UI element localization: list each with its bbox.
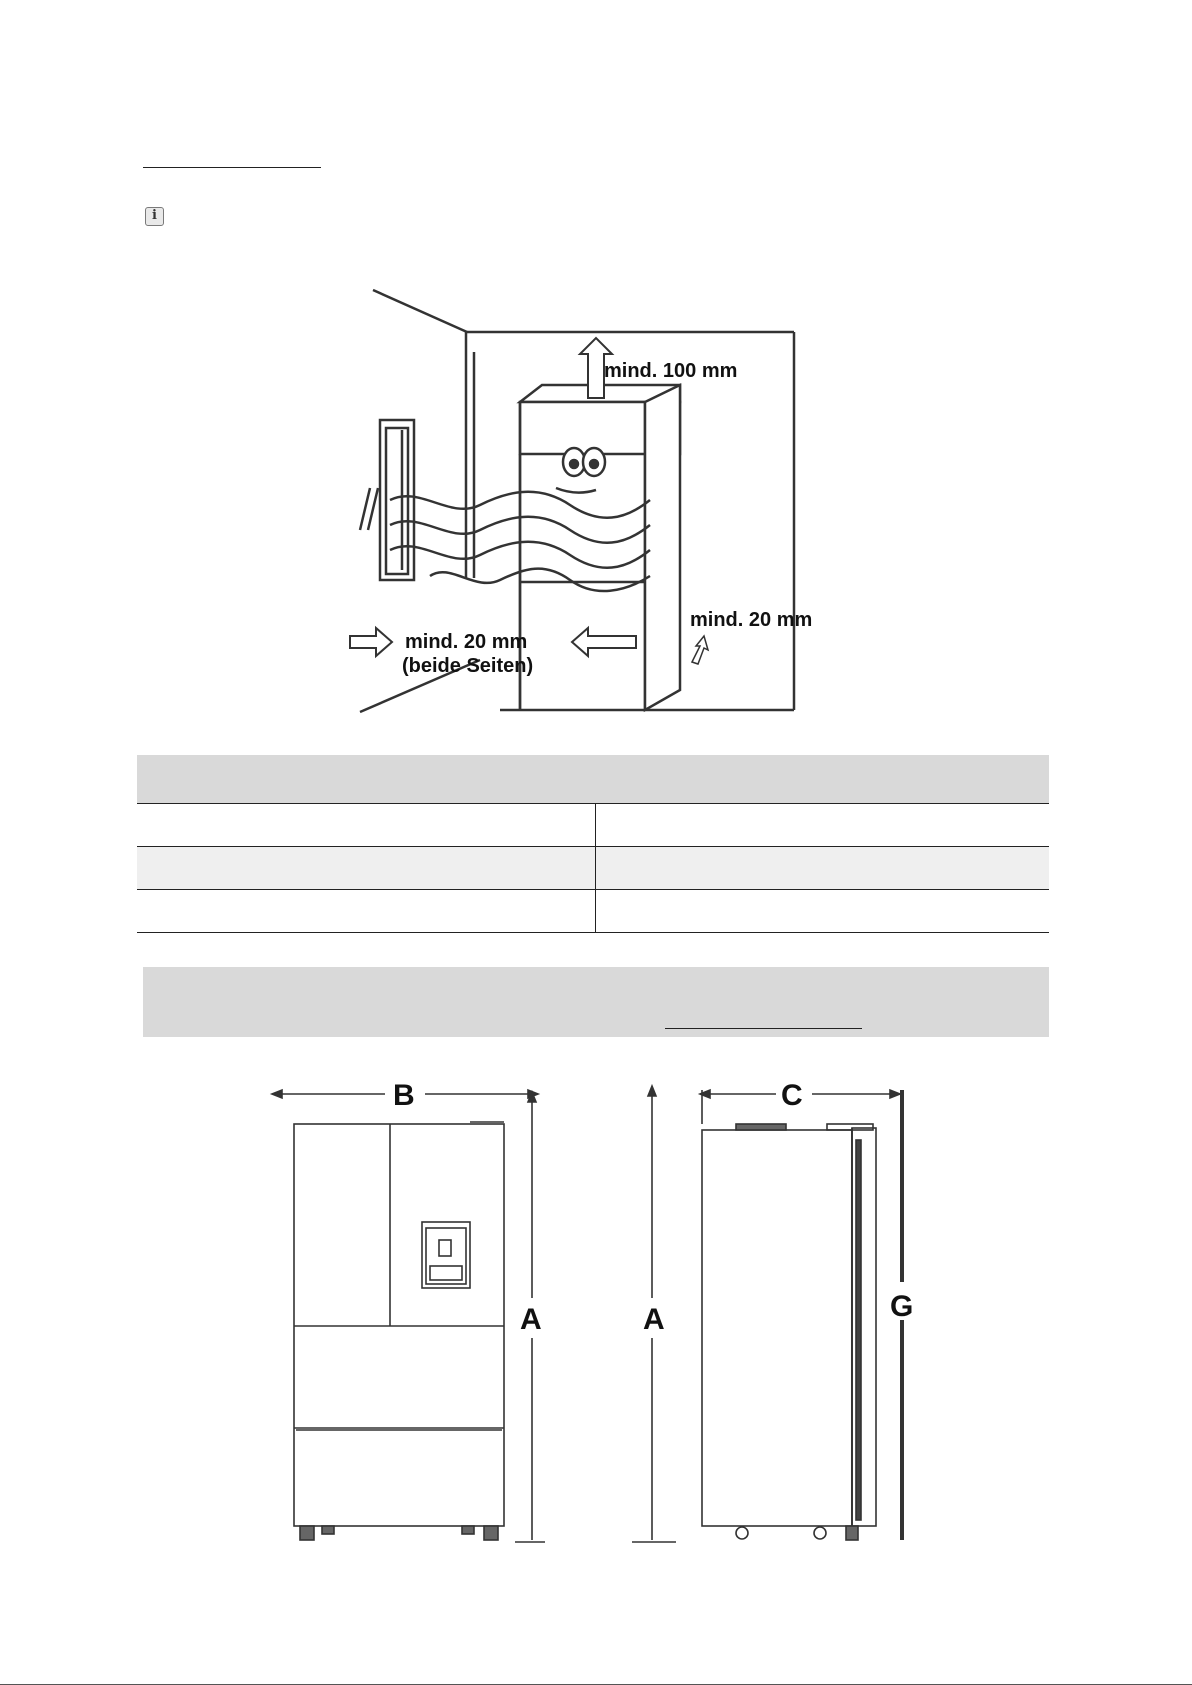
- table-cell: [596, 847, 1049, 889]
- side-clearance-label: mind. 20 mm: [405, 631, 528, 653]
- depth-label: C: [781, 1079, 803, 1112]
- top-clearance-label: mind. 100 mm: [604, 360, 738, 382]
- table-row: [137, 804, 1049, 847]
- total-height-label: G: [890, 1290, 914, 1323]
- table-row: [137, 890, 1049, 933]
- dimension-drawing: [0, 1070, 1192, 1550]
- clearance-illustration: [340, 280, 860, 720]
- table-cell: [596, 890, 1049, 932]
- side-clearance-note: (beide Seiten): [402, 655, 534, 677]
- table-cell: [137, 804, 596, 846]
- specification-table: [137, 755, 1049, 933]
- side-height-label: A: [643, 1303, 665, 1336]
- note-band: [143, 967, 1049, 1037]
- table-cell: [137, 847, 596, 889]
- table-cell: [596, 804, 1049, 846]
- info-icon: i: [145, 207, 164, 226]
- front-height-label: A: [520, 1303, 542, 1336]
- table-header: [137, 755, 1049, 804]
- note-link-underline[interactable]: [665, 1028, 862, 1029]
- table-cell: [137, 890, 596, 932]
- width-label: B: [393, 1079, 415, 1112]
- back-clearance-label: mind. 20 mm: [690, 609, 813, 631]
- table-row: [137, 847, 1049, 890]
- section-heading-underline: [143, 167, 321, 168]
